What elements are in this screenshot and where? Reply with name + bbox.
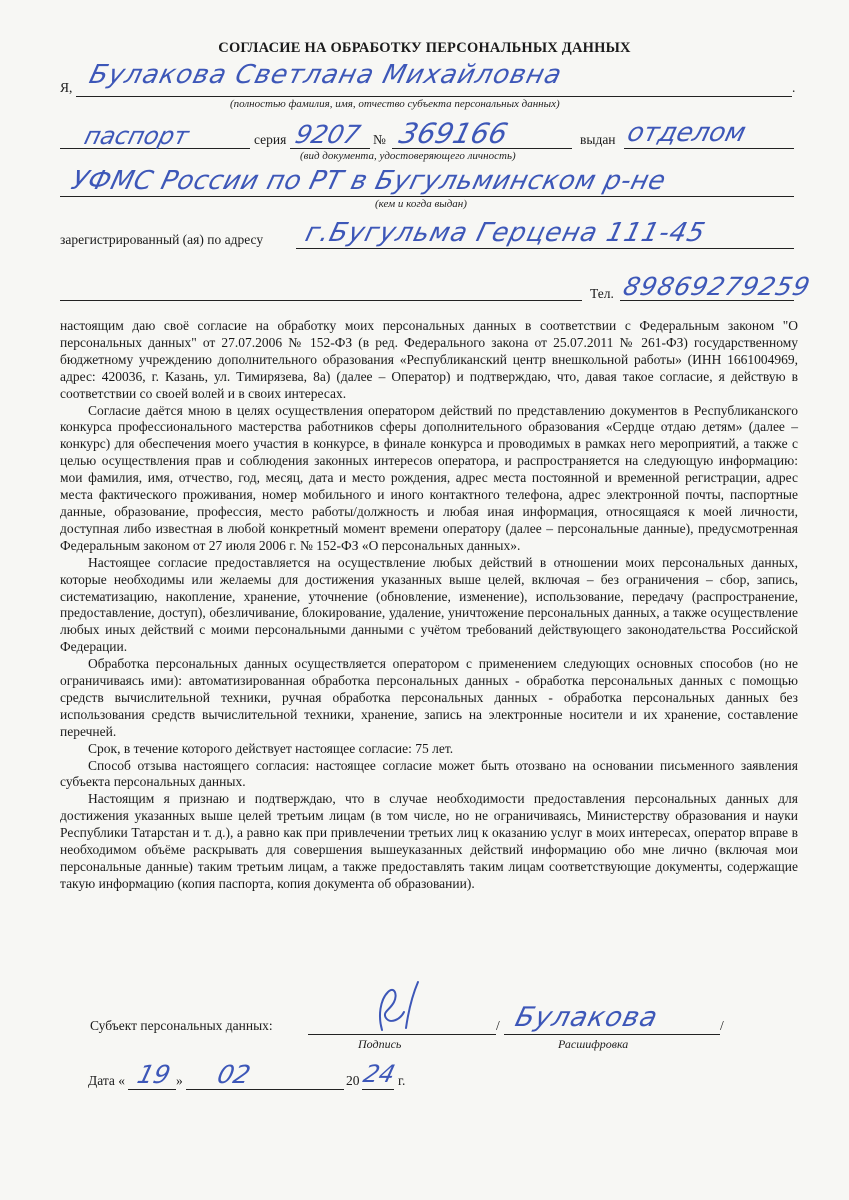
address-label: зарегистрированный (ая) по адресу	[60, 232, 264, 247]
date-close-quote: »	[176, 1073, 183, 1088]
decoding-handwritten: Булакова	[512, 1002, 662, 1033]
signature-caption: Подпись	[358, 1037, 402, 1051]
issued-line-2	[60, 196, 794, 197]
name-line-end: .	[792, 80, 796, 95]
year-line	[362, 1089, 394, 1090]
issued-by-handwritten-1: отделом	[624, 118, 749, 148]
signature-slash-1: /	[496, 1018, 500, 1033]
paragraph-3: Настоящее согласие предоставляется на осуществление любых действий в отношении моих персональных данных, которые необходимы или желаемы для достижения указанных выше целей, включая – без ограничения – сбор, запись, систематизацию, накопление, хранение, уточнение (обновление, изменение), использование, передачу (распространение, предоставление, доступ), обезличивание, блокирование, удаление, уничтожение персональных данных, а также осуществление любых иных действий с моими персональными данными с учётом требований действующего законодательства Российской Федерации.	[60, 554, 798, 655]
series-label: серия	[254, 132, 287, 147]
name-caption: (полностью фамилия, имя, отчество субъекта персональных данных)	[230, 98, 560, 110]
year-handwritten: 24	[360, 1060, 399, 1088]
address-line-2	[60, 300, 582, 301]
issued-line-1	[624, 148, 794, 149]
phone-handwritten: 89869279259	[620, 272, 814, 301]
year-prefix: 20	[346, 1073, 360, 1088]
month-line	[186, 1089, 344, 1090]
address-line	[296, 248, 794, 249]
date-label: Дата «	[88, 1073, 126, 1088]
signature-slash-2: /	[720, 1018, 724, 1033]
consent-body	[60, 318, 798, 893]
series-handwritten: 9207	[292, 120, 364, 149]
doc-type-handwritten: паспорт	[81, 122, 192, 150]
ya-label: Я,	[60, 80, 73, 95]
issued-by-handwritten-2: УФМС России по РТ в Бугульминском р-не	[68, 166, 670, 196]
day-line	[128, 1089, 176, 1090]
year-unit: г.	[398, 1073, 406, 1088]
subject-label: Субъект персональных данных:	[90, 1018, 273, 1033]
issued-label: выдан	[580, 132, 616, 147]
number-label: №	[373, 132, 386, 147]
address-handwritten: г.Бугульма Герцена 111-45	[302, 218, 709, 248]
paragraph-1: настоящим даю своё согласие на обработку моих персональных данных в соответствии с Федеральным законом "О персональных данных" от 27.07.2006 № 152-ФЗ (в ред. Федерального закона от 25.07.2011 № 261-ФЗ) государственному бюджетному учреждению дополнительного образования «Республиканский центр внешкольной работы» (ИНН 1661004969, адрес: 420036, г. Казань, ул. Тимирязева, 8а) (далее – Оператор) и подтверждаю, что, давая такое согласие, я действую в соответствии со своей волей и в своих интересах.	[60, 318, 798, 401]
day-handwritten: 19	[134, 1060, 174, 1089]
decoding-line	[504, 1034, 720, 1035]
number-handwritten: 369166	[395, 117, 512, 150]
document-title: СОГЛАСИЕ НА ОБРАБОТКУ ПЕРСОНАЛЬНЫХ ДАННЫХ	[218, 40, 631, 56]
issued-caption: (кем и когда выдан)	[375, 198, 467, 210]
name-line	[76, 96, 792, 97]
doc-caption: (вид документа, удостоверяющего личность)	[300, 150, 516, 162]
decoding-caption: Расшифровка	[558, 1037, 629, 1051]
paragraph-5: Срок, в течение которого действует настоящее согласие: 75 лет.	[88, 740, 454, 756]
month-handwritten: 02	[214, 1060, 254, 1089]
paragraph-7: Настоящим я признаю и подтверждаю, что в случае необходимости предоставления персональных данных для достижения указанных выше целей третьим лицам (в том числе, но не ограничиваясь, Министерству образования и науки Республики Татарстан и т. д.), а равно как при привлечении третьих лиц к оказанию услуг в моих интересах, оператор вправе в необходимом объёме раскрывать для совершения вышеуказанных действий информацию обо мне лично (включая мои персональные данные) таким третьим лицам, а также предоставлять таким лицам соответствующие документы, содержащие такую информацию (копия паспорта, копия документа об образовании).	[60, 791, 798, 891]
paragraph-4: Обработка персональных данных осуществляется оператором с применением следующих основных способов (но не ограничиваясь ими): автоматизированная обработка персональных данных - обработка персональных данных с помощью средств вычислительной техники, ручная обработка персональных данных - обработка персональных данных без использования средств вычислительной техники, хранение, запись на электронные носители и их хранение, составление перечней.	[60, 656, 798, 739]
phone-label: Тел.	[590, 286, 614, 301]
signature-scribble	[360, 978, 430, 1036]
paragraph-2: Согласие даётся мною в целях осуществления оператором действий по представлению документов в Республиканского конкурса профессионального мастерства работников сферы дополнительного образования «Сердце отдаю детям» (далее – конкурс) для обеспечения моего участия в конкурсе, в финале конкурса и проводимых в рамках него мероприятий, а также с целью осуществления прав и соблюдения законных интересов оператора, и распространяется на следующую информацию: мои фамилия, имя, отчество, год, месяц, дата и место рождения, адрес места постоянной и временной регистрации, адрес места фактического проживания, номер мобильного и иного контактного телефона, адрес электронной почты, паспортные данные, образование, профессия, место работы/должность и любая иная информация, относящаяся к моей личности, доступная либо известная в любой конкретный момент времени оператору (далее – персональные данные), предусмотренная Федеральным законом от 27 июля 2006 г. № 152-ФЗ «О персональных данных».	[60, 402, 798, 553]
full-name-handwritten: Булакова Светлана Михайловна	[86, 60, 566, 90]
paragraph-6: Способ отзыва настоящего согласия: настоящее согласие может быть отозвано на основании письменного заявления субъекта персональных данных.	[60, 757, 798, 790]
